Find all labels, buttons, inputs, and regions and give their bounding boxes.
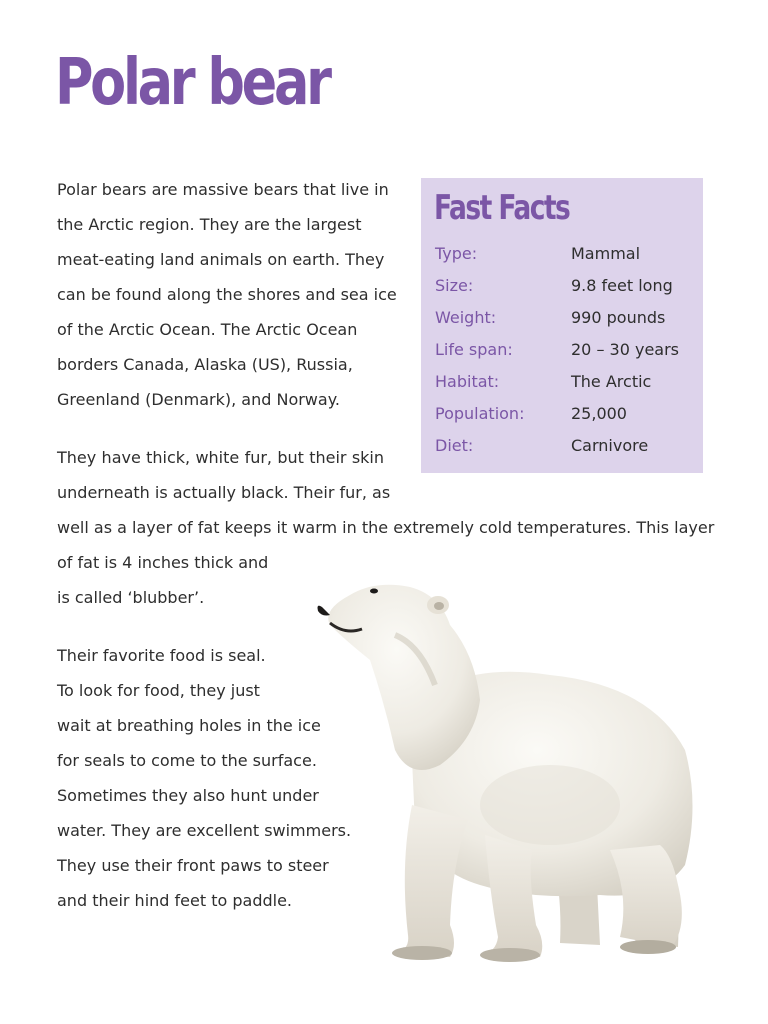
fact-value: 990 pounds bbox=[571, 308, 666, 327]
intro-paragraph bbox=[57, 172, 397, 417]
text-line: can be found along the shores and sea ice bbox=[57, 285, 397, 304]
text-line: They use their front paws to steer bbox=[57, 856, 329, 875]
text-line: meat-eating land animals on earth. They bbox=[57, 250, 385, 269]
text-line: of the Arctic Ocean. The Arctic Ocean bbox=[57, 320, 358, 339]
text-line: for seals to come to the surface. bbox=[57, 751, 317, 770]
fact-value: 20 – 30 years bbox=[571, 340, 680, 359]
text-line: To look for food, they just bbox=[57, 681, 260, 700]
fact-label: Population: bbox=[435, 404, 525, 423]
fact-label: Type: bbox=[435, 244, 478, 263]
text-line: underneath is actually black. Their fur, as bbox=[57, 483, 391, 502]
fact-row-population bbox=[435, 398, 695, 430]
fur-paragraph-start bbox=[57, 440, 391, 510]
text-line: the Arctic region. They are the largest bbox=[57, 215, 362, 234]
polar-bear-photo bbox=[300, 565, 720, 975]
fact-row-diet bbox=[435, 430, 695, 462]
fact-label: Diet: bbox=[435, 436, 474, 455]
text-line: wait at breathing holes in the ice bbox=[57, 716, 321, 735]
text-line: Greenland (Denmark), and Norway. bbox=[57, 390, 340, 409]
fact-value: The Arctic bbox=[571, 372, 652, 391]
fur-paragraph-wide-line bbox=[57, 510, 715, 545]
text-line: and their hind feet to paddle. bbox=[57, 891, 292, 910]
text-line: well as a layer of fat keeps it warm in the extremely cold temperatures. This layer bbox=[57, 518, 715, 537]
fact-row-habitat bbox=[435, 366, 695, 398]
fact-row-size bbox=[435, 270, 695, 302]
fact-label: Size: bbox=[435, 276, 474, 295]
fact-label: Weight: bbox=[435, 308, 497, 327]
fast-facts-box bbox=[421, 178, 703, 473]
fact-label: Life span: bbox=[435, 340, 513, 359]
fact-label: Habitat: bbox=[435, 372, 500, 391]
text-line: borders Canada, Alaska (US), Russia, bbox=[57, 355, 353, 374]
fact-value: 25,000 bbox=[571, 404, 627, 423]
fact-row-type bbox=[435, 238, 695, 270]
fast-facts-title: Fast Facts bbox=[434, 188, 570, 228]
text-line: Sometimes they also hunt under bbox=[57, 786, 319, 805]
text-line: Polar bears are massive bears that live in bbox=[57, 180, 389, 199]
fact-value: 9.8 feet long bbox=[571, 276, 673, 295]
text-line: Their favorite food is seal. bbox=[57, 646, 266, 665]
fact-value: Mammal bbox=[571, 244, 641, 263]
text-line: They have thick, white fur, but their skin bbox=[57, 448, 384, 467]
page-title: Polar bear bbox=[55, 46, 329, 120]
fact-row-life-span bbox=[435, 334, 695, 366]
fact-row-weight bbox=[435, 302, 695, 334]
fur-paragraph-end bbox=[57, 545, 268, 615]
text-line: is called ‘blubber’. bbox=[57, 588, 205, 607]
fact-value: Carnivore bbox=[571, 436, 649, 455]
text-line: water. They are excellent swimmers. bbox=[57, 821, 352, 840]
text-line: of fat is 4 inches thick and bbox=[57, 553, 269, 572]
